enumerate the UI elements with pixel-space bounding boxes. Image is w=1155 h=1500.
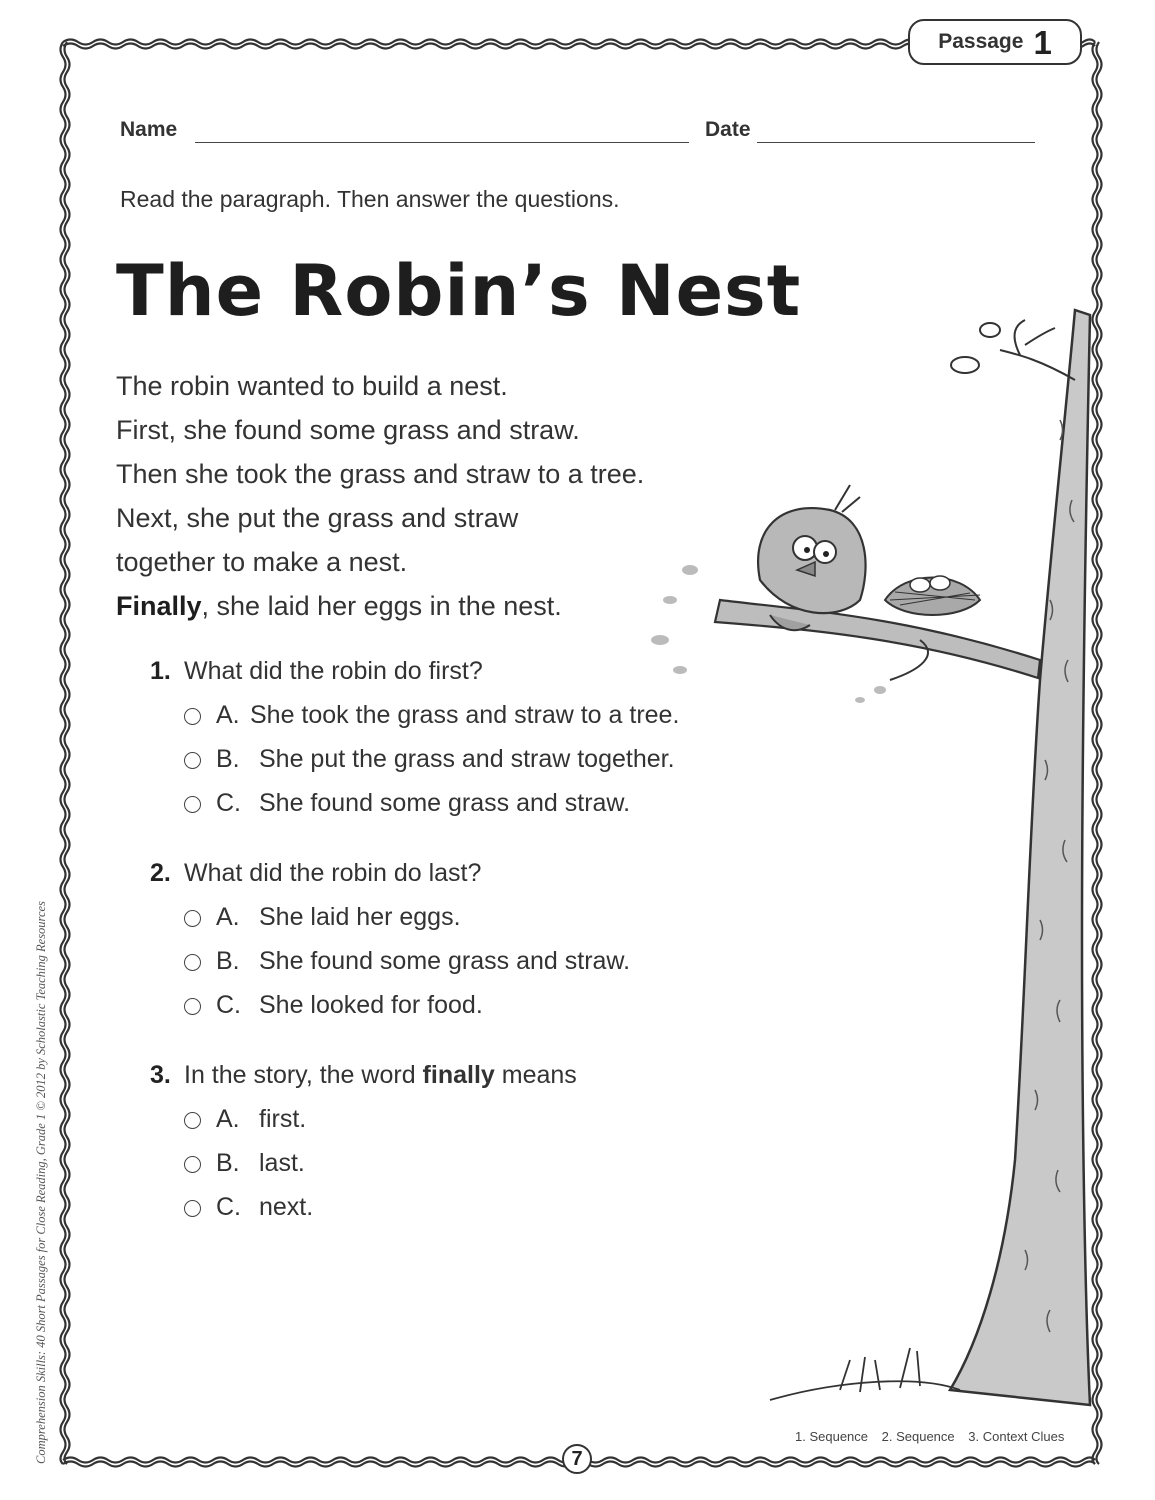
question-text: What did the robin do last?	[184, 859, 482, 887]
radio-bubble-icon[interactable]	[184, 910, 201, 927]
grass-tuft	[770, 1348, 960, 1400]
bird-nest-icon	[885, 576, 980, 615]
reading-paragraph	[116, 364, 644, 628]
passage-label: Passage	[938, 30, 1024, 53]
bold-word-finally: Finally	[116, 591, 202, 621]
question-number: 1.	[150, 657, 171, 685]
paragraph-line: together to make a nest.	[116, 547, 408, 577]
robin-tree-illustration	[620, 300, 1100, 1430]
bold-word-finally: finally	[422, 1061, 495, 1089]
question-2	[150, 859, 481, 888]
name-date-row	[120, 116, 1035, 150]
page-number: 7	[562, 1444, 592, 1474]
paragraph-line: Finally, she laid her eggs in the nest.	[116, 591, 562, 621]
paragraph-line: Then she took the grass and straw to a tree.	[116, 459, 645, 489]
paragraph-line: The robin wanted to build a nest.	[116, 371, 508, 401]
paragraph-line: Next, she put the grass and straw	[116, 503, 519, 533]
radio-bubble-icon[interactable]	[184, 796, 201, 813]
radio-bubble-icon[interactable]	[184, 752, 201, 769]
answer-option[interactable]: B. She put the grass and straw together.	[184, 745, 675, 774]
answer-option[interactable]: A. first.	[184, 1105, 306, 1134]
answer-option[interactable]: B. last.	[184, 1149, 305, 1178]
answer-option[interactable]: C. She found some grass and straw.	[184, 789, 630, 818]
answer-option[interactable]: A. She laid her eggs.	[184, 903, 461, 932]
answer-option[interactable]: C. next.	[184, 1193, 313, 1222]
passage-tab	[908, 19, 1082, 65]
question-number: 3.	[150, 1061, 171, 1089]
copyright-text: Comprehension Skills: 40 Short Passages for Close Reading, Grade 1 © 2012 by Scholastic Teaching Resources	[34, 901, 48, 1464]
answer-option[interactable]: B. She found some grass and straw.	[184, 947, 630, 976]
instructions: Read the paragraph. Then answer the questions.	[120, 186, 620, 212]
date-label: Date	[705, 118, 751, 141]
radio-bubble-icon[interactable]	[184, 954, 201, 971]
tree-branch	[715, 600, 1040, 678]
radio-bubble-icon[interactable]	[184, 1200, 201, 1217]
twig-leaves	[951, 320, 1075, 380]
date-field[interactable]	[757, 142, 1035, 143]
answer-option[interactable]: C. She looked for food.	[184, 991, 483, 1020]
answer-option[interactable]: A. She took the grass and straw to a tree.	[184, 701, 679, 730]
name-label: Name	[120, 118, 178, 141]
radio-bubble-icon[interactable]	[184, 1112, 201, 1129]
name-field[interactable]	[195, 142, 689, 143]
question-number: 2.	[150, 859, 171, 887]
question-1	[150, 657, 483, 686]
question-3: 3. In the story, the word finally means	[150, 1061, 577, 1089]
skills-list	[795, 1429, 1074, 1444]
tree-trunk	[950, 310, 1090, 1405]
skill-item: 1. Sequence	[795, 1429, 869, 1444]
radio-bubble-icon[interactable]	[184, 998, 201, 1015]
radio-bubble-icon[interactable]	[184, 1156, 201, 1173]
paragraph-line: First, she found some grass and straw.	[116, 415, 580, 445]
passage-number: 1	[1033, 23, 1052, 61]
skill-item: 3. Context Clues	[968, 1429, 1065, 1444]
radio-bubble-icon[interactable]	[184, 708, 201, 725]
page-title: The Robin’s Nest	[116, 250, 802, 332]
skill-item: 2. Sequence	[881, 1429, 955, 1444]
question-text: What did the robin do first?	[184, 657, 483, 685]
